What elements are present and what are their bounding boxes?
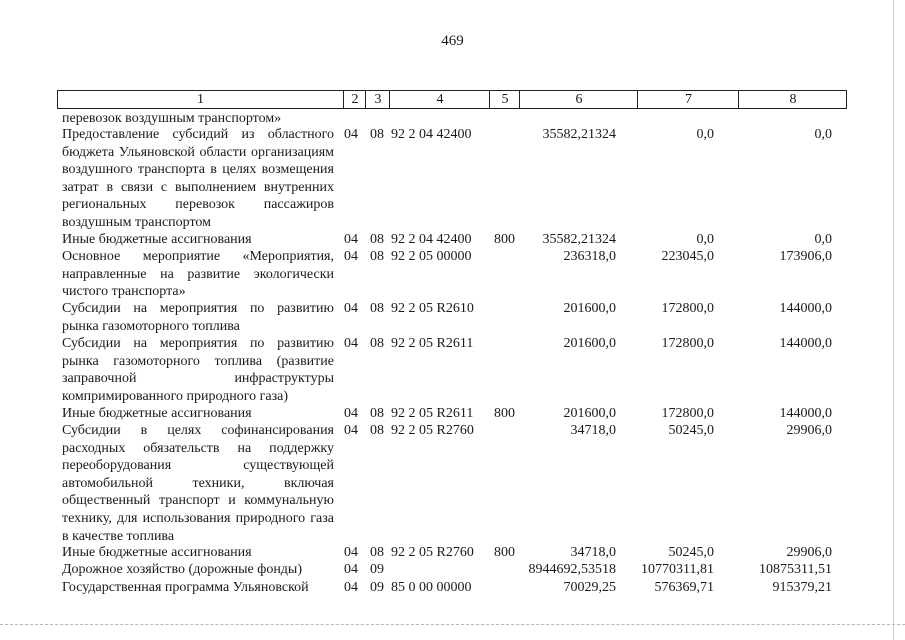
row-amount-col8: 915379,21	[772, 580, 832, 595]
row-amount-col7: 0,0	[696, 127, 714, 142]
header-col-4: 4	[389, 91, 490, 108]
row-amount-col8: 173906,0	[779, 249, 832, 264]
row-section: 04	[344, 301, 358, 316]
row-description: Субсидии на мероприятия по развитию рынка газомоторного топлива	[62, 301, 334, 334]
page-bottom-rule	[0, 624, 905, 626]
page-number: 469	[441, 33, 464, 49]
row-amount-col7: 172800,0	[661, 336, 714, 351]
row-target-code: 92 2 05 R2610	[391, 301, 474, 316]
row-section: 04	[344, 336, 358, 351]
table-header	[57, 90, 847, 109]
row-amount-col8: 144000,0	[779, 406, 832, 421]
row-subsection: 08	[370, 336, 384, 351]
row-subsection: 09	[370, 562, 384, 577]
row-subsection: 08	[370, 423, 384, 438]
row-amount-col6: 34718,0	[570, 423, 616, 438]
row-amount-col7: 10770311,81	[641, 562, 714, 577]
row-amount-col8: 0,0	[814, 127, 832, 142]
row-target-code: 85 0 00 00000	[391, 580, 472, 595]
row-amount-col8: 0,0	[814, 232, 832, 247]
row-description: Субсидии в целях софинансирования расходных обязательств на поддержку переоборудования существующей автомобильной техники, включая общественный транспорт и коммунальную технику, для использования природного газа в качестве топлива	[62, 423, 334, 544]
row-subsection: 08	[370, 249, 384, 264]
row-amount-col8: 29906,0	[786, 545, 832, 560]
row-amount-col8: 144000,0	[779, 336, 832, 351]
row-section: 04	[344, 127, 358, 142]
row-section: 04	[344, 580, 358, 595]
header-col-6: 6	[519, 91, 638, 108]
row-description: Иные бюджетные ассигнования	[62, 406, 252, 421]
row-amount-col6: 35582,21324	[542, 232, 616, 247]
row-amount-col7: 172800,0	[661, 406, 714, 421]
row-amount-col6: 8944692,53518	[528, 562, 616, 577]
row-description: Иные бюджетные ассигнования	[62, 232, 252, 247]
row-section: 04	[344, 423, 358, 438]
row-description: Государственная программа Ульяновской	[62, 580, 309, 595]
row-amount-col7: 172800,0	[661, 301, 714, 316]
row-target-code: 92 2 05 R2611	[391, 336, 474, 351]
row-target-code: 92 2 05 R2611	[391, 406, 474, 421]
row-section: 04	[344, 562, 358, 577]
header-col-8: 8	[738, 91, 847, 108]
header-col-1: 1	[197, 92, 204, 107]
row-amount-col6: 35582,21324	[542, 127, 616, 142]
row-amount-col6: 236318,0	[563, 249, 616, 264]
row-amount-col7: 223045,0	[661, 249, 714, 264]
row-target-code: 92 2 05 R2760	[391, 545, 474, 560]
row-amount-col7: 0,0	[696, 232, 714, 247]
row-description: Иные бюджетные ассигнования	[62, 545, 252, 560]
row-description: Субсидии на мероприятия по развитию рынка газомоторного топлива (развитие заправочной инфраструктуры компримированного природного газа)	[62, 336, 334, 404]
row-target-code: 92 2 05 R2760	[391, 423, 474, 438]
row-subsection: 08	[370, 406, 384, 421]
row-target-code: 92 2 05 00000	[391, 249, 472, 264]
scan-edge	[893, 0, 894, 640]
row-expense-type: 800	[494, 545, 515, 560]
row-amount-col7: 576369,71	[654, 580, 714, 595]
row-amount-col8: 10875311,51	[759, 562, 832, 577]
row-amount-col6: 70029,25	[563, 580, 616, 595]
row-description: Дорожное хозяйство (дорожные фонды)	[62, 562, 303, 577]
row-amount-col8: 144000,0	[779, 301, 832, 316]
row-amount-col6: 201600,0	[563, 336, 616, 351]
row-amount-col7: 50245,0	[668, 423, 714, 438]
row-section: 04	[344, 406, 358, 421]
row-subsection: 08	[370, 545, 384, 560]
row-amount-col6: 201600,0	[563, 406, 616, 421]
header-col-7: 7	[637, 91, 739, 108]
row-subsection: 09	[370, 580, 384, 595]
header-col-3: 3	[365, 91, 390, 108]
row-target-code: 92 2 04 42400	[391, 127, 472, 142]
row-target-code: 92 2 04 42400	[391, 232, 472, 247]
row-section: 04	[344, 249, 358, 264]
row-section: 04	[344, 545, 358, 560]
row-subsection: 08	[370, 301, 384, 316]
row-subsection: 08	[370, 232, 384, 247]
row-expense-type: 800	[494, 232, 515, 247]
row-amount-col8: 29906,0	[786, 423, 832, 438]
row-amount-col7: 50245,0	[668, 545, 714, 560]
row-section: 04	[344, 232, 358, 247]
header-col-2: 2	[343, 91, 366, 108]
row-expense-type: 800	[494, 406, 515, 421]
header-col-5: 5	[489, 91, 520, 108]
row-description: перевозок воздушным транспортом»	[62, 111, 282, 126]
row-amount-col6: 201600,0	[563, 301, 616, 316]
row-amount-col6: 34718,0	[570, 545, 616, 560]
row-description: Основное мероприятие «Мероприятия, направленные на развитие экологически чистого транспорта»	[62, 249, 334, 300]
row-subsection: 08	[370, 127, 384, 142]
row-description: Предоставление субсидий из областного бюджета Ульяновской области организациям воздушного транспорта в целях возмещения затрат в связи с выполнением внутренних региональных перевозок пассажиров воздушным транспортом	[62, 127, 334, 230]
